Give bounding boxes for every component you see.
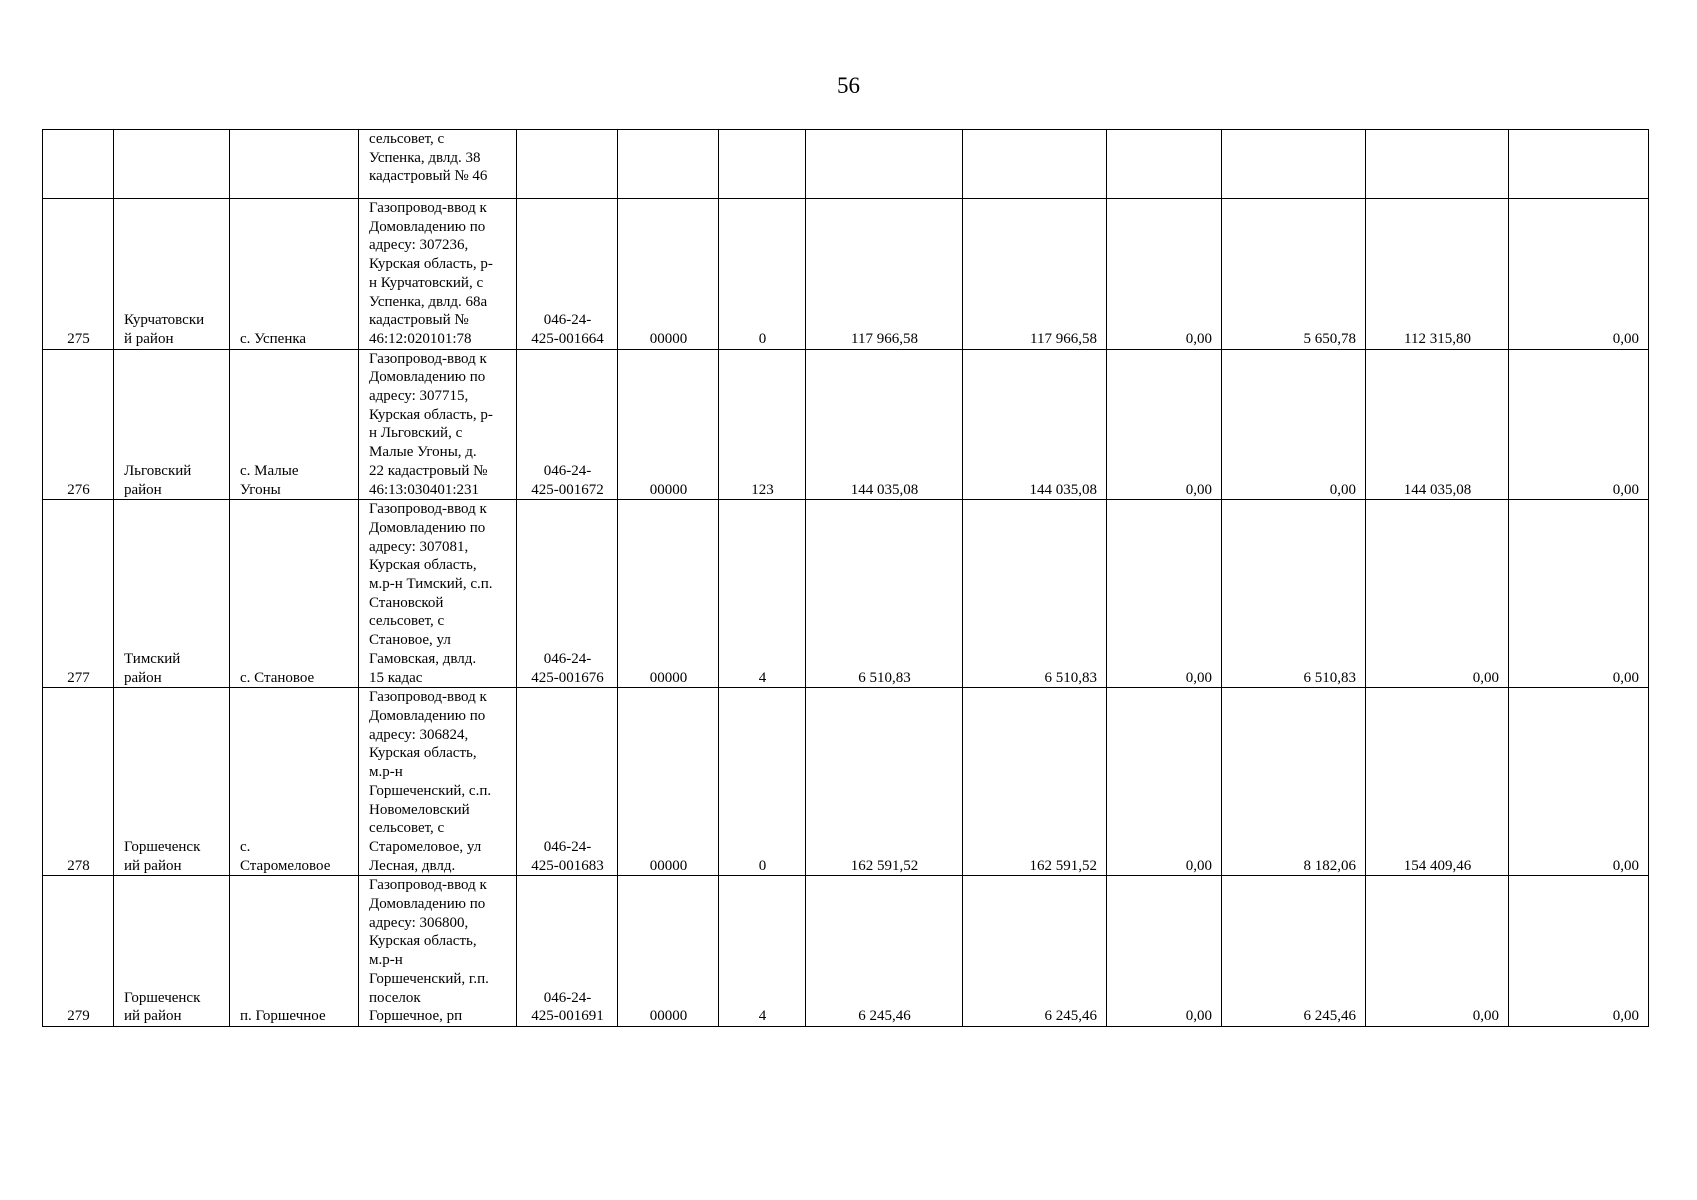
cell-v1: 144 035,08 bbox=[806, 349, 963, 500]
cell-v1: 117 966,58 bbox=[806, 199, 963, 350]
table-row bbox=[43, 349, 1649, 500]
cell-v3: 0,00 bbox=[1107, 349, 1222, 500]
cell-qty: 4 bbox=[719, 876, 806, 1027]
table-row bbox=[43, 500, 1649, 688]
cell-v4: 0,00 bbox=[1222, 349, 1366, 500]
cell-num: 278 bbox=[43, 688, 114, 876]
cell-settlement: с. Успенка bbox=[230, 199, 359, 350]
cell-num: 275 bbox=[43, 199, 114, 350]
cell-num: 276 bbox=[43, 349, 114, 500]
cell-qty: 4 bbox=[719, 500, 806, 688]
cell-v5: 144 035,08 bbox=[1366, 349, 1509, 500]
cell-v2: 162 591,52 bbox=[963, 688, 1107, 876]
cell-v5: 0,00 bbox=[1366, 500, 1509, 688]
cell-district: Горшеченск ий район bbox=[114, 876, 230, 1027]
cell-v3: 0,00 bbox=[1107, 688, 1222, 876]
cell-description: сельсовет, с Успенка, двлд. 38 кадастровый № 46 bbox=[359, 130, 517, 199]
cell-qty: 123 bbox=[719, 349, 806, 500]
cell-num bbox=[43, 130, 114, 199]
cell-kod2: 00000 bbox=[618, 688, 719, 876]
cell-v2: 6 245,46 bbox=[963, 876, 1107, 1027]
cell-code: 046-24- 425-001672 bbox=[517, 349, 618, 500]
cell-v5 bbox=[1366, 130, 1509, 199]
cell-v6: 0,00 bbox=[1509, 876, 1649, 1027]
cell-settlement: с. Старомеловое bbox=[230, 688, 359, 876]
cell-settlement: с. Малые Угоны bbox=[230, 349, 359, 500]
cell-v1: 6 245,46 bbox=[806, 876, 963, 1027]
cell-description: Газопровод-ввод к Домовладению по адресу: 306800, Курская область, м.р-н Горшеченский, г.п. поселок Горшечное, рп bbox=[359, 876, 517, 1027]
cell-code: 046-24- 425-001676 bbox=[517, 500, 618, 688]
cell-settlement bbox=[230, 130, 359, 199]
cell-v1: 6 510,83 bbox=[806, 500, 963, 688]
cell-description: Газопровод-ввод к Домовладению по адресу: 307081, Курская область, м.р-н Тимский, с.п. Становской сельсовет, с Становое, ул Гамовская, двлд. 15 кадас bbox=[359, 500, 517, 688]
cell-v5: 0,00 bbox=[1366, 876, 1509, 1027]
cell-district: Горшеченск ий район bbox=[114, 688, 230, 876]
table-row bbox=[43, 199, 1649, 350]
cell-qty: 0 bbox=[719, 688, 806, 876]
cell-v4 bbox=[1222, 130, 1366, 199]
cell-v5: 154 409,46 bbox=[1366, 688, 1509, 876]
cell-v3: 0,00 bbox=[1107, 500, 1222, 688]
cell-v4: 6 510,83 bbox=[1222, 500, 1366, 688]
cell-kod2: 00000 bbox=[618, 500, 719, 688]
cell-qty bbox=[719, 130, 806, 199]
cell-qty: 0 bbox=[719, 199, 806, 350]
cell-v4: 6 245,46 bbox=[1222, 876, 1366, 1027]
cell-v2 bbox=[963, 130, 1107, 199]
cell-district: Льговский район bbox=[114, 349, 230, 500]
cell-kod2: 00000 bbox=[618, 349, 719, 500]
cell-v2: 117 966,58 bbox=[963, 199, 1107, 350]
table-row bbox=[43, 876, 1649, 1027]
cell-v3 bbox=[1107, 130, 1222, 199]
cell-code: 046-24- 425-001683 bbox=[517, 688, 618, 876]
cell-v2: 6 510,83 bbox=[963, 500, 1107, 688]
cell-district bbox=[114, 130, 230, 199]
cell-v4: 5 650,78 bbox=[1222, 199, 1366, 350]
cell-v6 bbox=[1509, 130, 1649, 199]
cell-v5: 112 315,80 bbox=[1366, 199, 1509, 350]
cell-description: Газопровод-ввод к Домовладению по адресу: 307715, Курская область, р- н Льговский, с Малые Угоны, д. 22 кадастровый № 46:13:030401:231 bbox=[359, 349, 517, 500]
cell-v1: 162 591,52 bbox=[806, 688, 963, 876]
cell-settlement: п. Горшечное bbox=[230, 876, 359, 1027]
cell-district: Тимский район bbox=[114, 500, 230, 688]
cell-kod2 bbox=[618, 130, 719, 199]
cell-v2: 144 035,08 bbox=[963, 349, 1107, 500]
cell-v6: 0,00 bbox=[1509, 199, 1649, 350]
cell-v3: 0,00 bbox=[1107, 199, 1222, 350]
cell-kod2: 00000 bbox=[618, 199, 719, 350]
cell-code bbox=[517, 130, 618, 199]
cell-num: 279 bbox=[43, 876, 114, 1027]
cell-code: 046-24- 425-001691 bbox=[517, 876, 618, 1027]
cell-v4: 8 182,06 bbox=[1222, 688, 1366, 876]
table-row bbox=[43, 688, 1649, 876]
cell-district: Курчатовски й район bbox=[114, 199, 230, 350]
cell-v6: 0,00 bbox=[1509, 500, 1649, 688]
asset-table bbox=[42, 129, 1649, 1027]
cell-v6: 0,00 bbox=[1509, 349, 1649, 500]
cell-description: Газопровод-ввод к Домовладению по адресу: 307236, Курская область, р- н Курчатовский, с Успенка, двлд. 68а кадастровый № 46:12:020101:78 bbox=[359, 199, 517, 350]
cell-num: 277 bbox=[43, 500, 114, 688]
cell-kod2: 00000 bbox=[618, 876, 719, 1027]
table-row-continuation bbox=[43, 130, 1649, 199]
cell-v3: 0,00 bbox=[1107, 876, 1222, 1027]
cell-description: Газопровод-ввод к Домовладению по адресу: 306824, Курская область, м.р-н Горшеченский, с.п. Новомеловский сельсовет, с Старомеловое, ул Лесная, двлд. bbox=[359, 688, 517, 876]
cell-v6: 0,00 bbox=[1509, 688, 1649, 876]
cell-code: 046-24- 425-001664 bbox=[517, 199, 618, 350]
cell-v1 bbox=[806, 130, 963, 199]
cell-settlement: с. Становое bbox=[230, 500, 359, 688]
page-number: 56 bbox=[837, 73, 860, 98]
